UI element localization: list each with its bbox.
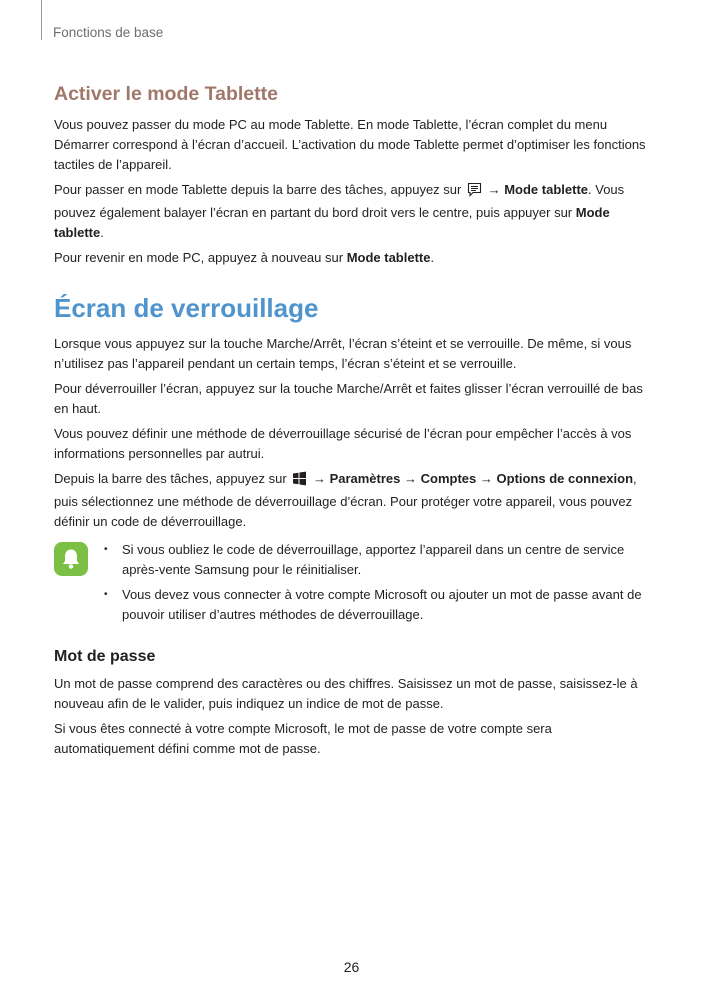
running-header: Fonctions de base [53, 25, 164, 40]
ui-term: Mode tablette [54, 205, 610, 241]
paragraph [54, 115, 654, 175]
header-divider [41, 0, 42, 40]
ui-term: Mode tablette [504, 182, 589, 198]
windows-icon [292, 471, 307, 492]
paragraph [54, 424, 654, 464]
text: Vous pouvez passer du mode PC au mode Tablette. En mode Tablette, l’écran complet du menu Démarrer correspond à l’écran d’accueil. L’activation du mode Tablette permet d’optimiser les fonctions tactiles de l’appareil. [54, 117, 646, 173]
action-center-icon [467, 182, 482, 203]
text: Un mot de passe comprend des caractères ou des chiffres. Saisissez un mot de passe, saisissez-le à nouveau afin de le valider, puis indiquez un indice de mot de passe. [54, 675, 638, 711]
text: Pour passer en mode Tablette depuis la barre des tâches, appuyez sur [54, 182, 462, 198]
text: . [100, 225, 104, 241]
section-title-tablet-mode: Activer le mode Tablette [54, 83, 278, 105]
paragraph [54, 248, 654, 268]
page-content [54, 82, 654, 764]
section-title-lock-screen: Écran de verrouillage [54, 293, 319, 324]
text: , puis sélectionnez une méthode de déverrouillage d’écran. Pour protéger votre appareil, vous pouvez définir un code de déverrouillage. [54, 471, 637, 530]
arrow: → [312, 471, 326, 487]
text: Si vous êtes connecté à votre compte Microsoft, le mot de passe de votre compte sera automatiquement défini comme mot de passe. [54, 720, 552, 756]
paragraph [54, 469, 654, 532]
arrow: → [404, 471, 418, 487]
subsection-title-password: Mot de passe [54, 648, 156, 666]
paragraph [54, 674, 654, 714]
text: Pour déverrouiller l’écran, appuyez sur la touche Marche/Arrêt et faites glisser l’écran verrouillé de bas en haut. [54, 381, 643, 417]
text: . Vous pouvez également balayer l’écran en partant du bord droit vers le centre, puis appuyer sur [54, 182, 625, 221]
text: Depuis la barre des tâches, appuyez sur [54, 471, 287, 487]
note-box [54, 540, 654, 625]
arrow: → [487, 182, 501, 198]
arrow: → [479, 471, 493, 487]
ui-term: Paramètres [329, 471, 401, 487]
bell-icon [54, 542, 88, 576]
paragraph [54, 719, 654, 759]
ui-term: Options de connexion [496, 471, 634, 487]
text: Pour revenir en mode PC, appuyez à nouveau sur [54, 250, 344, 266]
note-list [102, 540, 654, 625]
ui-term: Mode tablette [346, 250, 431, 266]
text: Lorsque vous appuyez sur la touche Marche/Arrêt, l’écran s’éteint et se verrouille. De même, si vous n’utilisez pas l’appareil pendant un certain temps, l’écran s’éteint et se verrouille. [54, 336, 632, 372]
page-number: 26 [343, 959, 360, 975]
text: Vous pouvez définir une méthode de déverrouillage sécurisé de l’écran pour empêcher l’accès à vos informations personnelles par autrui. [54, 426, 632, 462]
text: . [430, 250, 435, 266]
paragraph [54, 180, 654, 243]
note-item: • Si vous oubliez le code de déverrouillage, apportez l’appareil dans un centre de service après-vente Samsung pour le réinitialiser. [102, 540, 654, 580]
paragraph [54, 379, 654, 419]
note-item: • Vous devez vous connecter à votre compte Microsoft ou ajouter un mot de passe avant de pouvoir utiliser d’autres méthodes de déverrouillage. [102, 585, 654, 625]
ui-term: Comptes [420, 471, 477, 487]
paragraph [54, 334, 654, 374]
